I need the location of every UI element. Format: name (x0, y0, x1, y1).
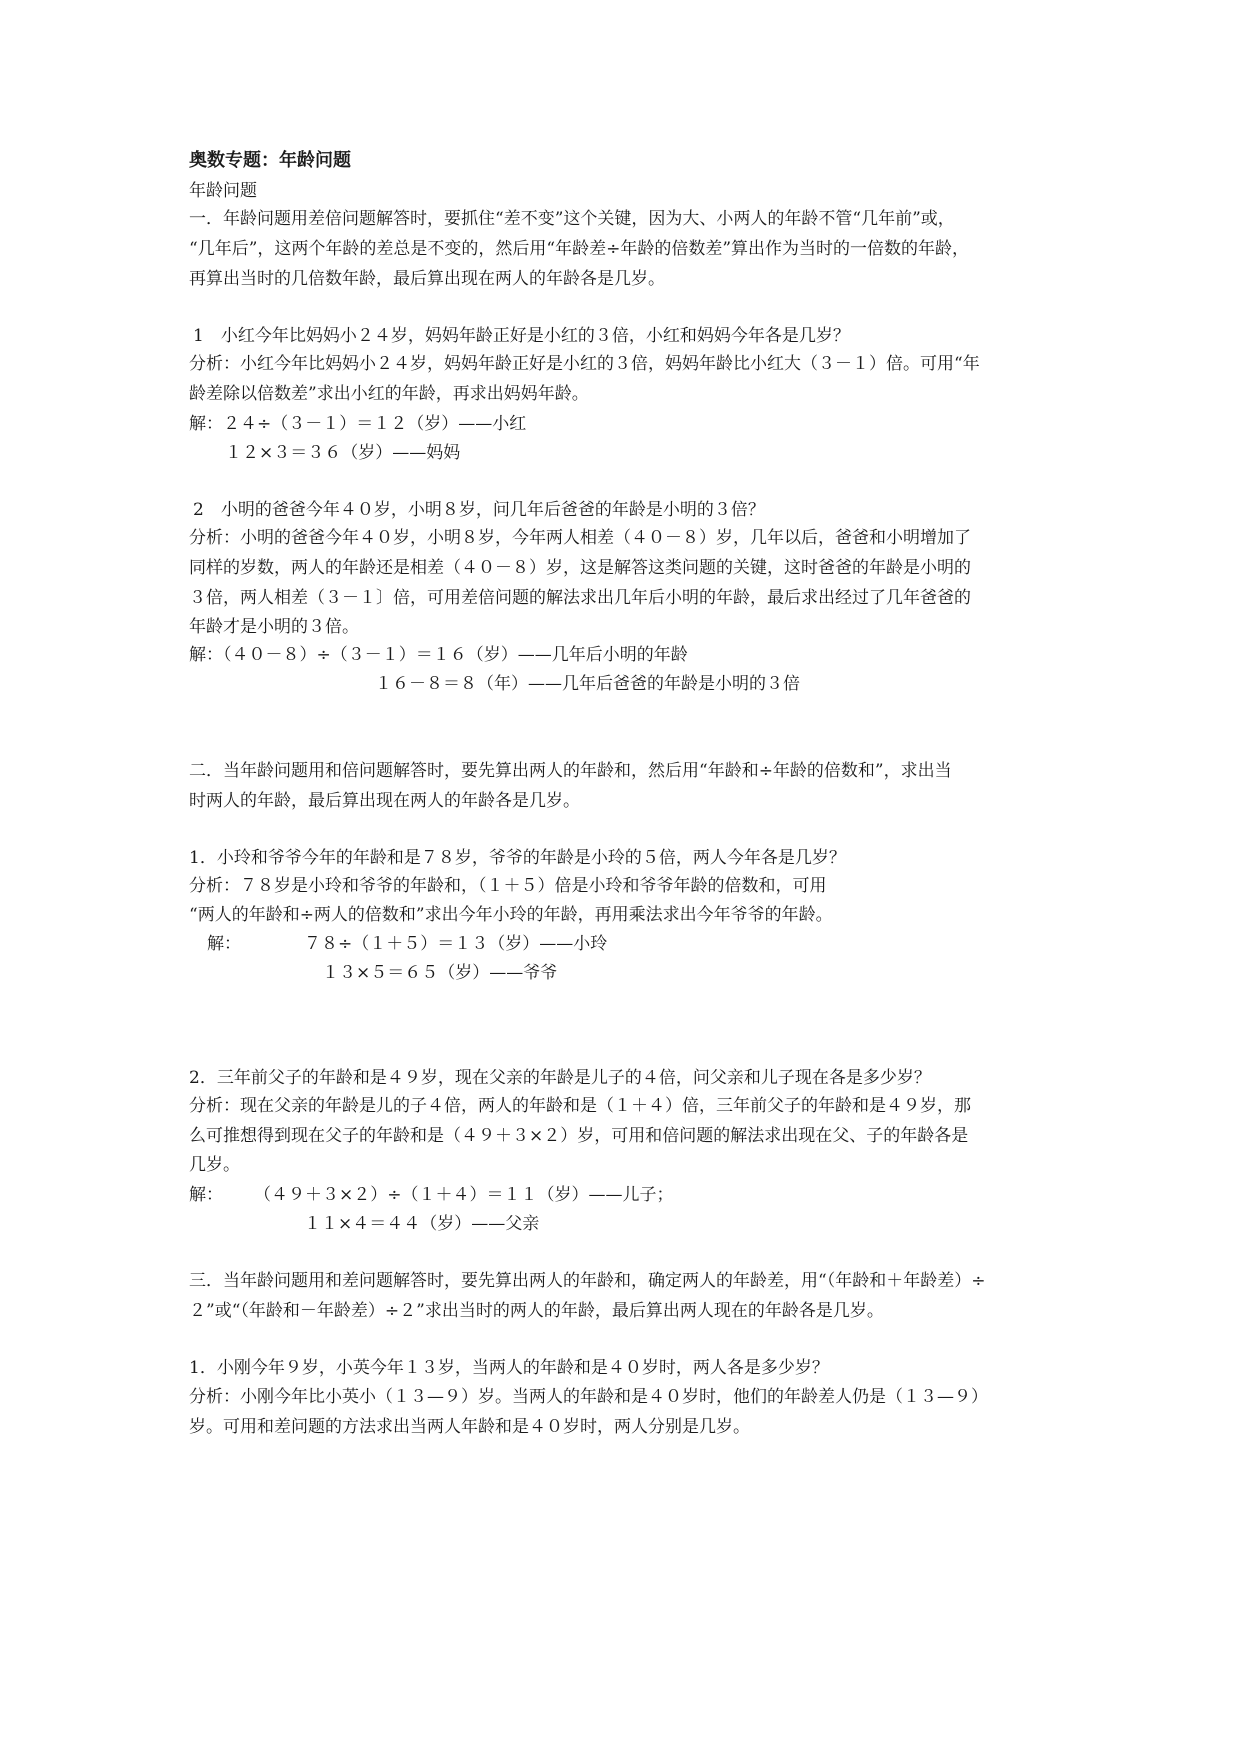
document-subtitle: 年龄问题 (189, 181, 257, 201)
solution-2-1-line-1: ７８÷（１＋５）＝１３（岁）——小玲 (304, 934, 608, 954)
solution-1-1-line-2: １２×３＝３６（岁）——妈妈 (225, 443, 461, 463)
solution-2-1-label: 解： (207, 934, 241, 954)
solution-2-1-line-2: １３×５＝６５（岁）——爷爷 (322, 963, 558, 983)
solution-2-2-line-1: （４９＋３×２）÷（１＋４）＝１１（岁）——儿子； (254, 1185, 674, 1205)
analysis-1-1-line-2: 龄差除以倍数差”求出小红的年龄，再求出妈妈年龄。 (189, 384, 589, 404)
problem-1-2: 2 小明的爸爸今年４０岁，小明８岁，问几年后爸爸的年龄是小明的３倍？ (193, 500, 765, 520)
section-2-line-1: 二．当年龄问题用和倍问题解答时，要先算出两人的年龄和，然后用“年龄和÷年龄的倍数和”，求出当 (189, 761, 952, 781)
analysis-3-1-line-2: 岁。可用和差问题的方法求出当两人年龄和是４０岁时，两人分别是几岁。 (189, 1417, 750, 1437)
solution-2-2-label: 解： (189, 1185, 223, 1205)
analysis-1-2-line-4: 年龄才是小明的３倍。 (189, 617, 359, 637)
analysis-2-2-line-1: 分析：现在父亲的年龄是儿的子４倍，两人的年龄和是（１＋４）倍，三年前父子的年龄和是４９岁，那 (189, 1096, 971, 1116)
problem-1-1: 1 小红今年比妈妈小２４岁，妈妈年龄正好是小红的３倍，小红和妈妈今年各是几岁？ (193, 326, 850, 346)
analysis-2-1-line-1: 分析：７８岁是小玲和爷爷的年龄和，（１＋５）倍是小玲和爷爷年龄的倍数和，可用 (189, 876, 827, 896)
analysis-2-2-line-2: 么可推想得到现在父子的年龄和是（４９＋３×２）岁，可用和倍问题的解法求出现在父、子的年龄各是 (189, 1126, 969, 1146)
section-1-line-1: 一．年龄问题用差倍问题解答时，要抓住“差不变”这个关键，因为大、小两人的年龄不管“几年前”或， (189, 209, 955, 229)
section-3-line-1: 三．当年龄问题用和差问题解答时，要先算出两人的年龄和，确定两人的年龄差，用“（年龄和＋年龄差）÷ (189, 1271, 986, 1291)
section-1-line-3: 再算出当时的几倍数年龄，最后算出现在两人的年龄各是几岁。 (189, 269, 665, 289)
analysis-2-2-line-3: 几岁。 (189, 1155, 240, 1175)
section-3-line-2: ２”或“（年龄和－年龄差）÷２”求出当时的两人的年龄，最后算出两人现在的年龄各是几岁。 (189, 1301, 884, 1321)
analysis-2-1-line-2: “两人的年龄和÷两人的倍数和”求出今年小玲的年龄，再用乘法求出今年爷爷的年龄。 (189, 905, 833, 925)
document-title: 奥数专题：年龄问题 (189, 150, 351, 171)
problem-3-1: 1．小刚今年９岁，小英今年１３岁，当两人的年龄和是４０岁时，两人各是多少岁？ (189, 1358, 829, 1378)
analysis-1-2-line-3: ３倍，两人相差（３－１〕倍，可用差倍问题的解法求出几年后小明的年龄，最后求出经过了几年爸爸的 (189, 588, 971, 608)
problem-2-2: 2．三年前父子的年龄和是４９岁，现在父亲的年龄是儿子的４倍，问父亲和儿子现在各是多少岁？ (189, 1068, 931, 1088)
problem-2-1: 1．小玲和爷爷今年的年龄和是７８岁，爷爷的年龄是小玲的５倍，两人今年各是几岁？ (189, 848, 846, 868)
solution-2-2-line-2: １１×４＝４４（岁）——父亲 (304, 1214, 540, 1234)
solution-1-2-line-1: 解：（４０－８）÷（３－１）＝１６（岁）——几年后小明的年龄 (189, 645, 688, 665)
section-2-line-2: 时两人的年龄，最后算出现在两人的年龄各是几岁。 (189, 791, 580, 811)
analysis-1-2-line-2: 同样的岁数，两人的年龄还是相差（４０－８）岁，这是解答这类问题的关键，这时爸爸的年龄是小明的 (189, 558, 971, 578)
section-1-line-2: “几年后”，这两个年龄的差总是不变的，然后用“年龄差÷年龄的倍数差”算出作为当时的一倍数的年龄， (189, 239, 970, 259)
solution-1-2-line-2: １６－８＝８（年）——几年后爸爸的年龄是小明的３倍 (375, 674, 800, 694)
analysis-1-1-line-1: 分析：小红今年比妈妈小２４岁，妈妈年龄正好是小红的３倍，妈妈年龄比小红大（３－１）倍。可用“年 (189, 354, 980, 374)
analysis-1-2-line-1: 分析：小明的爸爸今年４０岁，小明８岁，今年两人相差（４０－８）岁，几年以后，爸爸和小明增加了 (189, 528, 971, 548)
solution-1-1-line-1: 解：２４÷（３－１）＝１２（岁）——小红 (189, 414, 527, 434)
analysis-3-1-line-1: 分析：小刚今年比小英小（１３—９）岁。当两人的年龄和是４０岁时，他们的年龄差人仍是（１３—９） (189, 1387, 988, 1407)
